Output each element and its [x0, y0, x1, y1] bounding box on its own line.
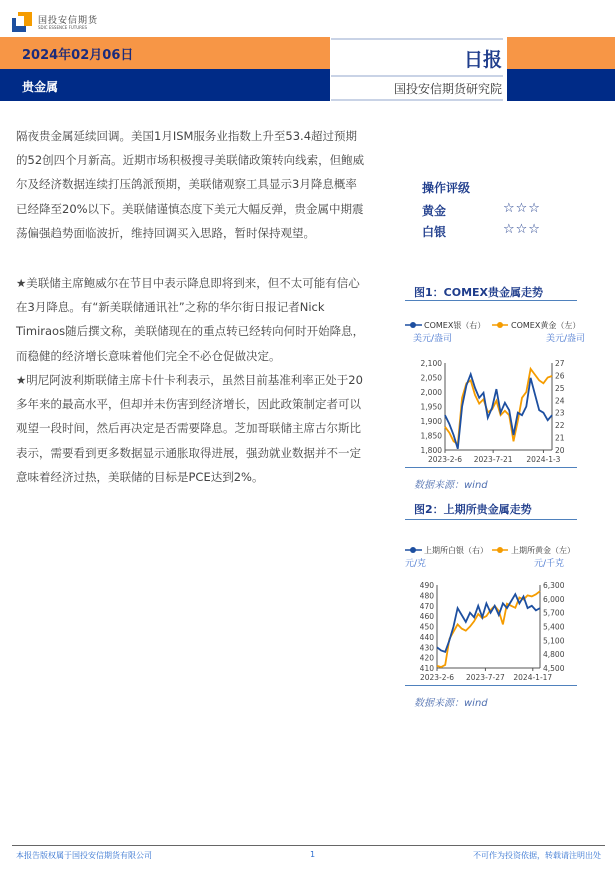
report-category: 贵金属 — [22, 80, 59, 94]
y-tick-label-right: 24 — [555, 396, 565, 406]
y-tick-label-left: 420 — [419, 653, 434, 663]
figure-1-title: 图1：COMEX贵金属走势 — [414, 286, 544, 299]
left-axis-unit: 美元/盎司 — [413, 334, 453, 344]
y-tick-label-left: 480 — [419, 591, 434, 601]
logo-text: 国投安信期货 — [38, 16, 99, 26]
legend-marker — [410, 322, 416, 328]
legend-label: COMEX银（右） — [424, 321, 486, 330]
y-tick-label-left: 1,800 — [420, 446, 442, 455]
rating-title: 操作评级 — [422, 181, 471, 195]
rating-label-silver: 白银 — [422, 225, 447, 239]
divider — [405, 685, 577, 686]
y-tick-label-right: 6,300 — [543, 581, 565, 590]
y-tick-label-right: 25 — [555, 383, 565, 393]
y-tick-label-right: 22 — [555, 421, 565, 431]
series-line-left — [445, 369, 552, 444]
y-tick-label-right: 23 — [555, 408, 565, 418]
y-tick-label-right: 20 — [555, 446, 565, 455]
divider — [405, 519, 577, 520]
y-tick-label-right: 26 — [555, 371, 565, 381]
y-tick-label-left: 450 — [419, 622, 434, 632]
right-axis-unit: 美元/盎司 — [546, 334, 586, 344]
figure-1-source: 数据来源：wind — [414, 480, 488, 491]
legend-marker — [497, 547, 503, 553]
logo-icon — [12, 12, 34, 32]
y-tick-label-right: 21 — [555, 433, 565, 443]
y-tick-label-right: 4,500 — [543, 664, 565, 673]
y-tick-label-right: 5,100 — [543, 636, 565, 646]
x-tick-label: 2023-2-6 — [427, 455, 463, 464]
series-line-right — [445, 374, 552, 449]
accent-bar-blue — [507, 69, 615, 101]
x-tick-label: 2023-7-27 — [465, 673, 505, 682]
y-tick-label-right: 5,400 — [543, 622, 565, 632]
y-tick-label-left: 440 — [419, 632, 434, 642]
y-tick-label-right: 6,000 — [543, 594, 565, 604]
y-tick-label-right: 5,700 — [543, 608, 565, 618]
divider — [405, 300, 577, 301]
left-axis-unit: 元/克 — [405, 559, 427, 569]
y-tick-label-left: 2,000 — [420, 388, 442, 397]
report-date: 2024年02月06日 — [22, 48, 134, 63]
figure-2-title: 图2：上期所贵金属走势 — [414, 503, 532, 516]
page-number: 1 — [310, 850, 316, 859]
footer-disclaimer: 不可作为投资依据，转载请注明出处 — [473, 851, 601, 860]
y-tick-label-left: 2,050 — [420, 373, 442, 383]
legend-marker — [410, 547, 416, 553]
footer-divider — [12, 845, 605, 846]
right-axis-unit: 元/千克 — [534, 559, 565, 569]
legend-marker — [497, 322, 503, 328]
x-tick-label: 2023-2-6 — [419, 673, 455, 682]
y-tick-label-left: 1,950 — [420, 402, 442, 412]
figure-2-source: 数据来源：wind — [414, 698, 488, 709]
y-tick-label-right: 4,800 — [543, 650, 565, 660]
x-tick-label: 2023-7-21 — [473, 455, 513, 464]
y-tick-label-left: 410 — [419, 664, 434, 673]
y-tick-label-left: 1,850 — [420, 431, 442, 441]
divider — [331, 75, 503, 77]
y-tick-label-left: 460 — [419, 612, 434, 622]
news-bullet: ★明尼阿波利斯联储主席卡什卡利表示，虽然目前基准利率正处于20多年来的最高水平，但却并未伤害到经济增长，因此政策制定者可以观望一段时间，然后再决定是否需要降息。芝加哥联储主席古尔斯比表示，需要看到更多数据显示通胀取得进展，强劲就业数据并不一定意味着经济过热，美联储的目标是PCE达到2%。 — [16, 373, 363, 484]
divider — [405, 467, 577, 468]
y-tick-label-left: 470 — [419, 601, 434, 611]
comex-chart — [400, 315, 586, 465]
rating-stars-gold: ☆☆☆ — [503, 201, 541, 216]
legend-label: 上期所黄金（左） — [511, 546, 575, 555]
y-tick-label-left: 430 — [419, 643, 434, 653]
accent-bar — [507, 37, 615, 69]
news-bullet: ★美联储主席鲍威尔在节目中表示降息即将到来，但不太可能有信心在3月降息。有“新美联储通讯社”之称的华尔街日报记者Nick Timiraos随后撰文称，美联储现在的重点转已经转向何时开始降息，而稳健的经济增长意味着他们完全不必仓促做决定。 — [16, 276, 365, 363]
shfe-chart — [400, 540, 578, 685]
legend-label: 上期所白银（右） — [424, 546, 488, 555]
y-tick-label-left: 1,900 — [420, 417, 442, 426]
logo-english: SDIC ESSENCE FUTURES — [38, 25, 88, 30]
y-tick-label-left: 490 — [419, 581, 434, 590]
y-tick-label-left: 2,100 — [420, 359, 442, 368]
x-tick-label: 2024-1-3 — [526, 455, 561, 464]
summary-paragraph: 隔夜贵金属延续回调。美国1月ISM服务业指数上升至53.4超过预期的52创四个月新高。近期市场积极搜寻美联储政策转向线索，但鲍威尔及经济数据连续打压鸽派预期，美联储观察工具显示3月降息概率已经降至20%以下。美联储谨慎态度下美元大幅反弹，贵金属中期震荡偏强趋势面临波折，维持回调买入思路，暂时保持观望。 — [16, 129, 365, 240]
divider — [331, 38, 503, 40]
legend-label: COMEX黄金（左） — [511, 321, 581, 330]
x-tick-label: 2024-1-17 — [513, 673, 553, 682]
institute-name: 国投安信期货研究院 — [393, 82, 502, 96]
divider — [331, 99, 503, 101]
rating-stars-silver: ☆☆☆ — [503, 222, 541, 237]
footer-copyright: 本报告版权属于国投安信期货有限公司 — [16, 851, 152, 860]
series-line-right — [437, 594, 540, 652]
y-tick-label-right: 27 — [555, 359, 565, 368]
report-type: 日报 — [463, 49, 502, 71]
rating-label-gold: 黄金 — [422, 204, 447, 218]
